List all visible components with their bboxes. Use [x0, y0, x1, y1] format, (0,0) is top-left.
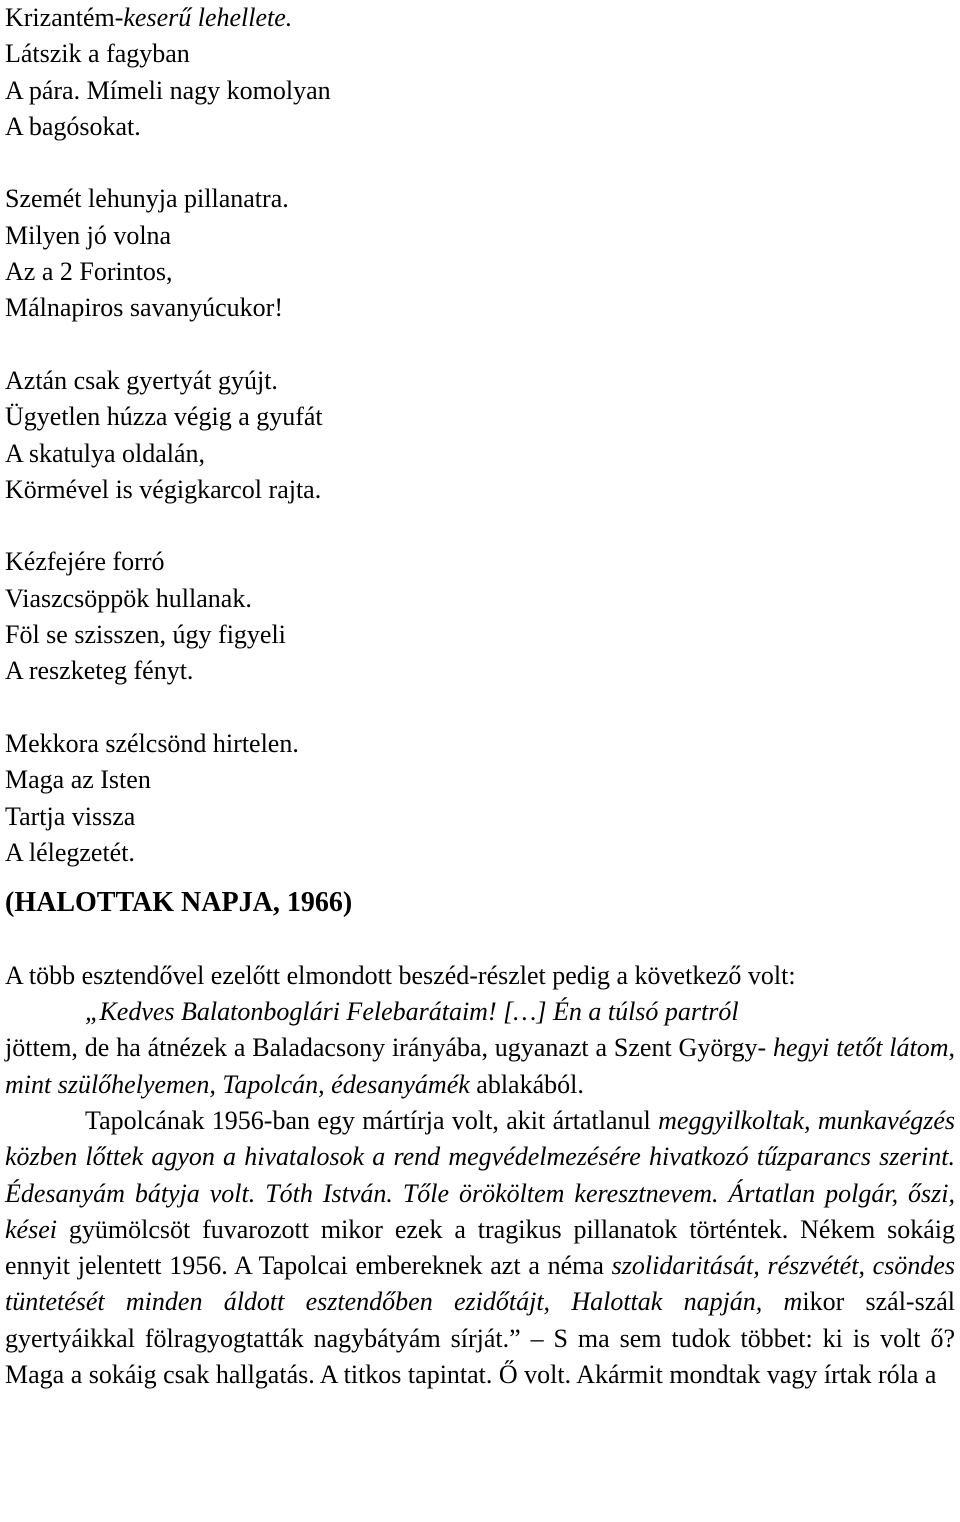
document-page	[5, 0, 955, 1393]
poem-title: (HALOTTAK NAPJA, 1966)	[5, 887, 353, 919]
speech-text: gyümölcsöt fuvarozott mikor ezek a tragikus pillanatok történtek. Nékem sokáig ennyit jelentett 1956. A Tapolcai embereknek azt a néma	[5, 1214, 955, 1281]
poem-line: Viaszcsöppök hullanak.	[5, 583, 252, 613]
poem-line: Körmével is végigkarcol rajta.	[5, 474, 322, 504]
poem-line: A bagósokat.	[5, 111, 141, 141]
speech-opening-italic: „Kedves Balatonboglári Felebarátaim! […] Én a túlsó partról	[85, 997, 739, 1027]
poem-line	[5, 0, 955, 36]
speech-text-italic: meggyilkoltak, munkavégzés közben lőttek agyon a hivatalosok a rend megvédelmezésére hivatkozó tűzparancs szerint. Édesanyám bátyja volt. Tóth István. Tőle örököltem keresztnevem. Ártatlan polgár, őszi, kései	[5, 1105, 956, 1244]
poem-line: A pára. Mímeli nagy komolyan	[5, 75, 331, 105]
poem-line-text: Krizantém-	[5, 3, 124, 32]
poem-stanza-3	[5, 363, 955, 508]
poem-stanza-1	[5, 0, 955, 145]
poem-line: Föl se szisszen, úgy figyeli	[5, 620, 286, 650]
speech-text: ikor szál-szál gyertyáikkal fölragyogtatták nagybátyám sírját.” – S ma sem tudok többet: ki is volt ő? Maga a sokáig csak hallgatás. A titkos tapintat. Ő volt. Akármit mondtak vagy írtak róla a	[5, 1287, 955, 1389]
speech-text: ablakából.	[469, 1069, 584, 1099]
stanza-gap	[5, 327, 955, 363]
poem-line: A lélegzetét.	[5, 837, 135, 867]
stanza-gap	[5, 508, 955, 544]
poem-line: Látszik a fagyban	[5, 39, 190, 69]
poem-line: Ügyetlen húzza végig a gyufát	[5, 402, 323, 432]
poem-line: Aztán csak gyertyát gyújt.	[5, 365, 278, 395]
poem-line: Kézfejére forró	[5, 547, 165, 577]
stanza-gap	[5, 145, 955, 181]
poem-line: Mekkora szélcsönd hirtelen.	[5, 728, 299, 758]
poem-line: Maga az Isten	[5, 765, 151, 795]
speech-text: jöttem, de ha átnézek a Baladacsony irányába, ugyanazt a Szent György-	[5, 1033, 767, 1063]
speech-text-italic: szolidaritását, részvétét, csöndes tüntetését minden áldott esztendőben ezidőtájt, Halottak napján, m	[5, 1251, 956, 1317]
poem-stanza-5	[5, 726, 955, 871]
intro-paragraph: A több esztendővel ezelőtt elmondott beszéd-részlet pedig a következő volt:	[5, 960, 796, 990]
stanza-gap	[5, 690, 955, 726]
poem-line-text-italic: keserű lehellete.	[123, 3, 293, 32]
speech-text-italic: hegyi tetőt látom, mint szülőhelyemen, Tapolcán, édesanyámék	[5, 1033, 956, 1099]
poem-line: Az a 2 Forintos,	[5, 257, 173, 287]
poem-line: Szemét lehunyja pillanatra.	[5, 184, 289, 214]
poem-line: Tartja vissza	[5, 801, 136, 831]
poem-line: Málnapiros savanyúcukor!	[5, 293, 283, 323]
poem-line: A skatulya oldalán,	[5, 438, 206, 468]
poem-stanza-2	[5, 181, 955, 326]
poem-line: A reszketeg fényt.	[5, 656, 194, 686]
poem-stanza-4	[5, 544, 955, 689]
speech-paragraph-2	[5, 1103, 955, 1393]
speech-paragraph-1	[5, 994, 955, 1103]
poem-line: Milyen jó volna	[5, 220, 172, 250]
speech-text: Tapolcának 1956-ban egy mártírja volt, akit ártatlanul	[85, 1105, 651, 1135]
section-gap	[5, 921, 955, 957]
